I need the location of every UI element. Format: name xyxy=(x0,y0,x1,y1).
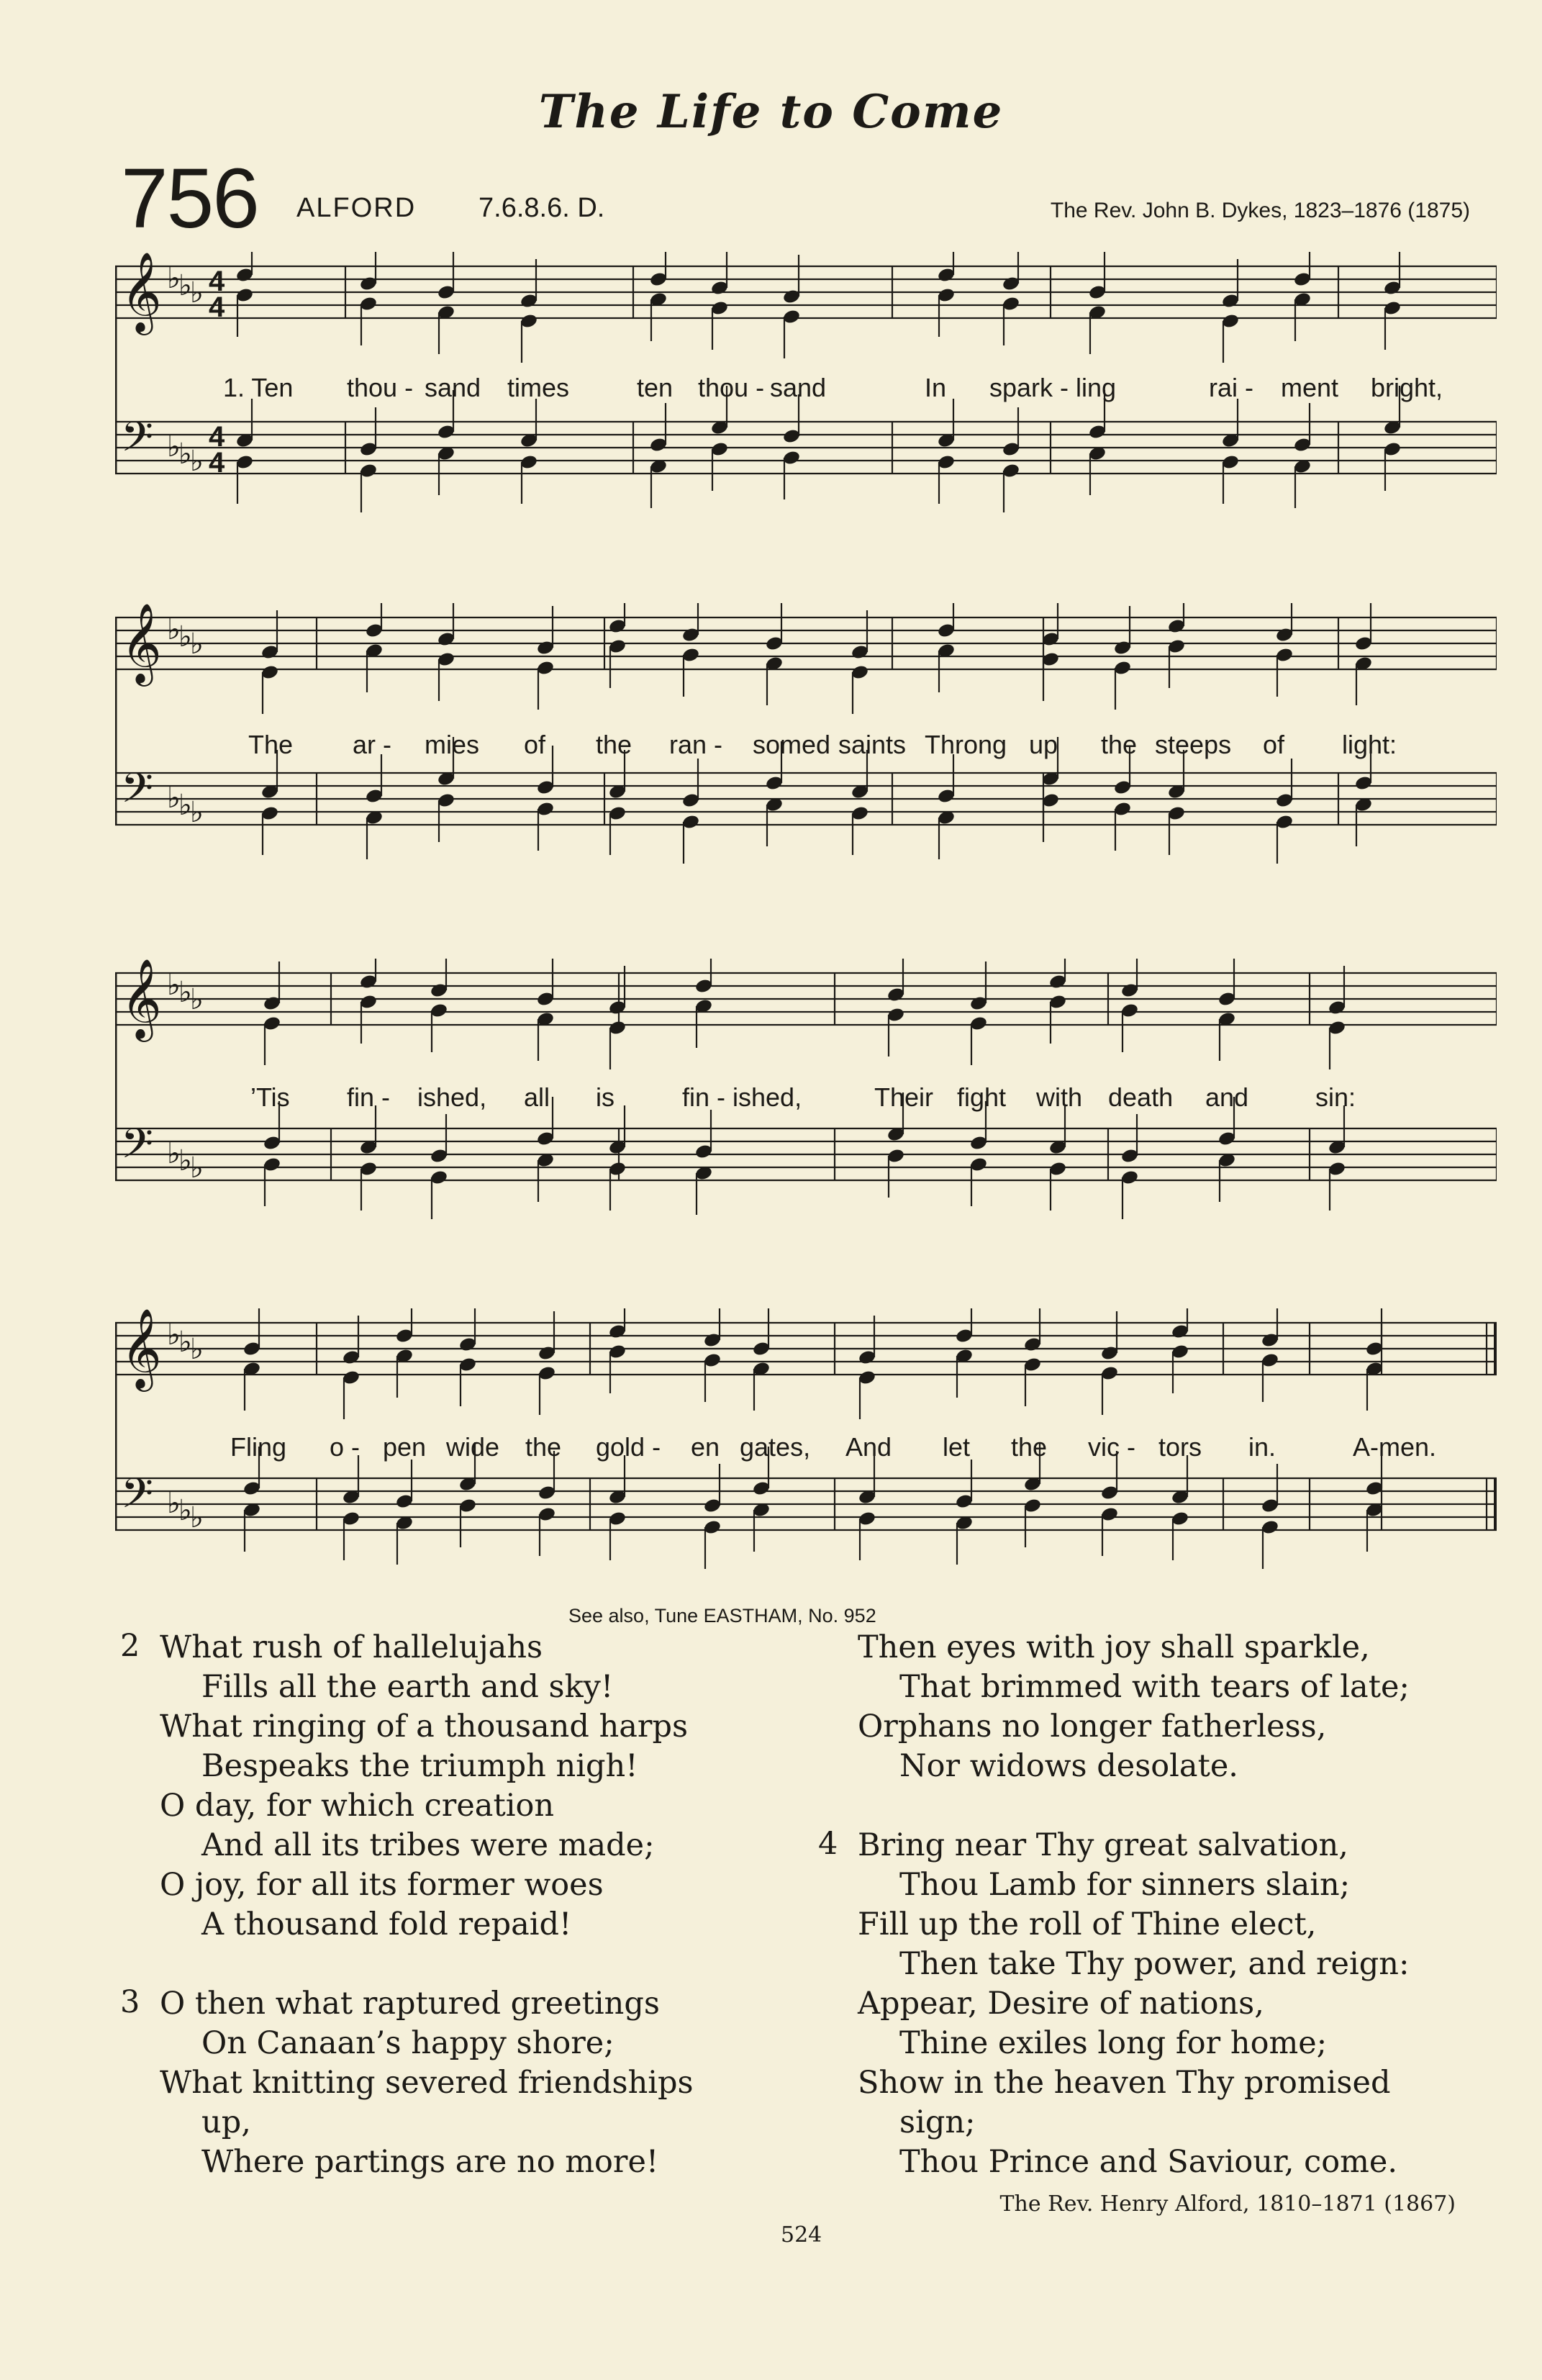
lyric-syllable: Fling xyxy=(230,1432,287,1462)
verse-line: On Canaan’s happy shore; xyxy=(201,2025,614,2061)
verse-line: Where partings are no more! xyxy=(201,2144,659,2180)
svg-text:4: 4 xyxy=(209,421,225,453)
lyric-syllable: bright, xyxy=(1371,373,1443,402)
lyric-syllable: sand xyxy=(425,373,481,402)
svg-text:♭: ♭ xyxy=(178,976,192,1009)
svg-text:𝄞: 𝄞 xyxy=(121,252,162,332)
lyric-syllable: gold - xyxy=(596,1432,661,1462)
verse-line: What ringing of a thousand harps xyxy=(160,1709,689,1745)
lyric-syllable: tors xyxy=(1158,1432,1202,1462)
svg-text:♭: ♭ xyxy=(178,789,192,822)
lyric-syllable: the xyxy=(596,730,632,759)
svg-text:♭: ♭ xyxy=(190,445,204,478)
lyric-syllable: up xyxy=(1029,730,1058,759)
lyric-line-4 xyxy=(115,1432,1497,1468)
lyric-line-1 xyxy=(115,373,1497,409)
verse-line: Thine exiles long for home; xyxy=(899,2025,1328,2061)
svg-text:♭: ♭ xyxy=(167,782,181,815)
verse-line: O joy, for all its former woes xyxy=(160,1867,604,1903)
page-number: 524 xyxy=(781,2222,822,2248)
svg-text:♭: ♭ xyxy=(190,628,204,661)
svg-text:4: 4 xyxy=(209,447,225,479)
verse-line: Then take Thy power, and reign: xyxy=(899,1946,1410,1982)
stanza-number: 4 xyxy=(818,1826,838,1862)
lyric-syllable: pen xyxy=(383,1432,427,1462)
svg-text:𝄢: 𝄢 xyxy=(121,1469,154,1528)
lyric-syllable: the xyxy=(1011,1432,1048,1462)
lyric-syllable: is xyxy=(596,1082,614,1112)
verse-line: Appear, Desire of nations, xyxy=(858,1986,1264,2022)
lyric-syllable: of xyxy=(524,730,546,759)
lyric-syllable: times xyxy=(507,373,570,402)
verse-line: sign; xyxy=(899,2104,976,2140)
hymn-number: 756 xyxy=(121,151,258,246)
lyric-syllable: thou - xyxy=(347,373,414,402)
lyric-syllable: vic - xyxy=(1088,1432,1135,1462)
lyric-syllable: Their xyxy=(874,1082,934,1112)
composer-credit: The Rev. John B. Dykes, 1823–1876 (1875) xyxy=(1050,199,1470,222)
stanza-3-continued xyxy=(858,1628,1410,1786)
stanza-number: 2 xyxy=(120,1628,140,1664)
svg-text:♭: ♭ xyxy=(167,1137,181,1170)
svg-text:𝄞: 𝄞 xyxy=(121,603,162,683)
lyric-syllable: The xyxy=(248,730,294,759)
lyric-syllable: Throng xyxy=(925,730,1007,759)
lyric-syllable: fin - xyxy=(347,1082,391,1112)
svg-text:♭: ♭ xyxy=(178,269,192,302)
svg-text:𝄞: 𝄞 xyxy=(121,959,162,1039)
verse-line: Bring near Thy great salvation, xyxy=(858,1827,1348,1863)
stanza-3 xyxy=(120,1984,694,2182)
lyric-syllable: ling xyxy=(1076,373,1117,402)
svg-text:4: 4 xyxy=(209,266,225,297)
lyric-syllable: ment xyxy=(1281,373,1339,402)
verse-line: Bespeaks the triumph nigh! xyxy=(201,1748,638,1784)
svg-text:♭: ♭ xyxy=(178,1326,192,1359)
lyric-syllable: wide xyxy=(446,1432,500,1462)
verse-line: That brimmed with tears of late; xyxy=(899,1669,1410,1705)
lyric-line-3 xyxy=(115,1082,1497,1118)
section-title: The Life to Come xyxy=(538,85,1004,139)
verse-line: What rush of hallelujahs xyxy=(160,1629,543,1665)
svg-text:𝄢: 𝄢 xyxy=(121,412,154,471)
svg-text:♭: ♭ xyxy=(167,613,181,646)
svg-text:♭: ♭ xyxy=(178,1144,192,1177)
verse-line: A thousand fold repaid! xyxy=(201,1906,572,1942)
lyric-syllable: gates, xyxy=(740,1432,811,1462)
lyric-syllable: ar - xyxy=(353,730,391,759)
lyric-syllable: the xyxy=(1101,730,1138,759)
svg-text:♭: ♭ xyxy=(190,276,204,309)
lyric-syllable: all xyxy=(524,1082,550,1112)
stanza-2 xyxy=(120,1628,689,1945)
svg-text:♭: ♭ xyxy=(190,983,204,1016)
lyric-syllable: en xyxy=(691,1432,720,1462)
verse-line: up, xyxy=(201,2104,251,2140)
svg-text:♭: ♭ xyxy=(178,1494,192,1527)
svg-text:♭: ♭ xyxy=(190,1333,204,1366)
lyric-syllable: fin - ished, xyxy=(682,1082,802,1112)
lyric-syllable: in. xyxy=(1248,1432,1276,1462)
author-credit: The Rev. Henry Alford, 1810–1871 (1867) xyxy=(999,2191,1456,2217)
see-also-note: See also, Tune EASTHAM, No. 952 xyxy=(568,1605,876,1626)
lyric-syllable: the xyxy=(525,1432,562,1462)
verse-line: Nor widows desolate. xyxy=(899,1748,1238,1784)
verse-line: Thou Prince and Saviour, come. xyxy=(899,2144,1398,2180)
verse-line: Then eyes with joy shall sparkle, xyxy=(858,1629,1370,1665)
lyric-syllable: ished, xyxy=(417,1082,487,1112)
verse-line: What knitting severed friendships xyxy=(160,2065,694,2101)
lyric-syllable: 1. Ten xyxy=(223,373,294,402)
svg-text:♭: ♭ xyxy=(167,1318,181,1352)
verse-line: Orphans no longer fatherless, xyxy=(858,1709,1327,1745)
lyric-syllable: light: xyxy=(1342,730,1397,759)
lyric-syllable: ten xyxy=(637,373,674,402)
meter: 7.6.8.6. D. xyxy=(479,193,605,223)
lyric-syllable: And xyxy=(845,1432,892,1462)
lyric-syllable: with xyxy=(1036,1082,1083,1112)
svg-text:♭: ♭ xyxy=(190,1501,204,1534)
svg-text:𝄞: 𝄞 xyxy=(121,1308,162,1388)
svg-text:♭: ♭ xyxy=(167,262,181,295)
lyric-syllable: ’Tis xyxy=(250,1082,290,1112)
svg-text:𝄢: 𝄢 xyxy=(121,1119,154,1178)
svg-text:4: 4 xyxy=(209,291,225,323)
verse-line: O then what raptured greetings xyxy=(160,1986,660,2022)
lyric-syllable: thou - xyxy=(698,373,765,402)
svg-text:♭: ♭ xyxy=(190,796,204,829)
svg-text:♭: ♭ xyxy=(190,1151,204,1185)
verse-line: Thou Lamb for sinners slain; xyxy=(899,1867,1351,1903)
lyric-syllable: death xyxy=(1108,1082,1174,1112)
lyric-syllable: and xyxy=(1205,1082,1249,1112)
lyric-syllable: A-men. xyxy=(1353,1432,1437,1462)
verse-line: And all its tribes were made; xyxy=(201,1827,655,1863)
verse-line: Fill up the roll of Thine elect, xyxy=(858,1906,1317,1942)
verse-line: Show in the heaven Thy promised xyxy=(858,2065,1391,2101)
lyric-syllable: o - xyxy=(330,1432,360,1462)
lyric-syllable: mies xyxy=(425,730,480,759)
lyric-syllable: of xyxy=(1263,730,1285,759)
lyric-syllable: rai - xyxy=(1209,373,1253,402)
lyric-syllable: sin: xyxy=(1315,1082,1356,1112)
lyric-syllable: let xyxy=(943,1432,971,1462)
lyric-syllable: sand xyxy=(770,373,827,402)
svg-text:♭: ♭ xyxy=(167,969,181,1002)
lyric-syllable: somed xyxy=(753,730,831,759)
svg-text:𝄢: 𝄢 xyxy=(121,764,154,823)
stanza-4 xyxy=(818,1826,1410,2182)
lyric-line-2 xyxy=(115,730,1497,766)
lyric-syllable: steeps xyxy=(1155,730,1232,759)
svg-text:♭: ♭ xyxy=(178,438,192,471)
svg-text:♭: ♭ xyxy=(167,1487,181,1520)
lyric-syllable: ran - xyxy=(669,730,723,759)
lyric-syllable: fight xyxy=(957,1082,1007,1112)
verse-line: Fills all the earth and sky! xyxy=(201,1669,614,1705)
lyric-syllable: spark - xyxy=(989,373,1069,402)
lyric-syllable: In xyxy=(925,373,947,402)
tune-name: ALFORD xyxy=(296,193,417,223)
lyric-syllable: saints xyxy=(838,730,907,759)
verse-line: O day, for which creation xyxy=(160,1788,555,1824)
svg-text:♭: ♭ xyxy=(167,430,181,463)
stanza-number: 3 xyxy=(120,1984,140,2020)
svg-text:♭: ♭ xyxy=(178,620,192,653)
